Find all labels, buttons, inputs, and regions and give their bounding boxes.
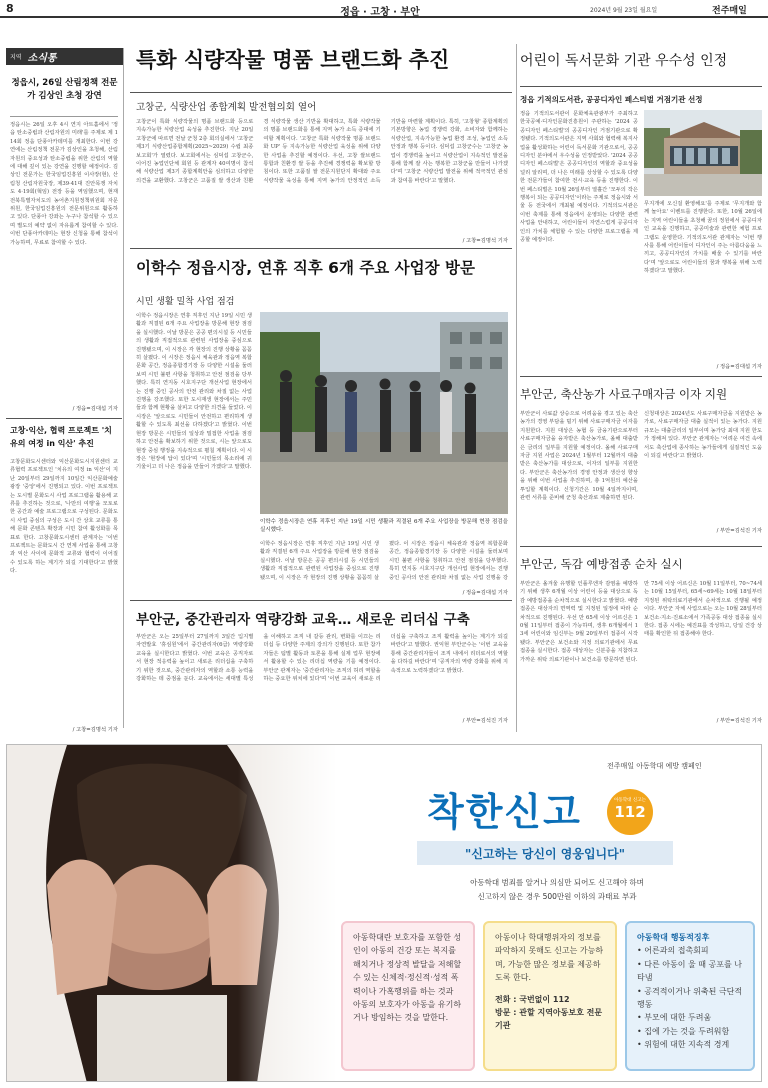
- list-item: • 다른 아동이 울 때 공포를 나타냄: [637, 959, 742, 983]
- child-photo-image: [7, 745, 337, 1082]
- ad-desc-2: 신고하지 않은 경우 500만원 이하의 과태료 부과: [477, 892, 637, 901]
- divider: [520, 376, 762, 377]
- ad-info-box-3: [625, 921, 755, 1071]
- article-3-body-right: 이학수 정읍시장은 연휴 직후인 지난 19일 시민 생활과 직결된 6개 주요 사업장을 방문해 현장 점검을 실시했다. 이날 방문은 공공 편의시설 등 시민들의 생활과 직접적으로 관련된 사업장을 중심으로 진행됐으며, 이 시장은 각 현장의 진행 상황을 꼼꼼히 살폈다. 이 시장은 정읍시 체육관과 정읍역 복합문화 공간, 정읍종합경기장 등 다양한 시설을 둘러보며 시민 불편 사항을 청취하고 안전 점검을 당부했다. 특히 연지동 시호지구단 개선사업 현장에서는 진행 중인 공사의 안전 관리와 차질 없는 사업 진행을 강: [260, 541, 508, 581]
- article-2-body-left: 정읍 기적의도서관이 문화체육관광부가 주최하고 한국공예·디자인문화진흥원이 주관하는 '2024 공공디자인 페스티벌'의 공공디자인 거점기관으로 확정됐다. 기적의도서관은 지역 사회와 협력해 복지사업을 활성화하는 어린이 독서문화 기관으로서, 공공디자인 분야에서 우수성을 인정받았다. '2024 공공디자인 페스티벌'은 공공디자인의 역할과 중요성을 널리 알리며, 더 나은 미래를 상상할 수 있도록 다양한 전문가들이 참여한 전시·교육 등을 진행한다. 이번 페스티벌은 10월 26일부터 열흘간 '모두의 작은 행복이 되는 공공디자인'이라는 주제로 정읍시와 서울 등 전국에서 개최될 예정이다. 기적의도서관은 이번 축제를 통해 정읍에서 운영되는 다양한 관련 사업을 안내하고, 어린이들이 자연스럽게 공공디자인의 가치를 체험할 수 있는 다양한 프로그램을 제공할 예정이다.: [520, 111, 638, 244]
- divider: [130, 248, 512, 249]
- divider: [520, 86, 762, 87]
- ad-title: 착한신고: [427, 790, 582, 834]
- sidebar-body-2: 고창문화도시센터와 익산문화도시지원센터 교류협력 프로젝트인 '치유의 여정 in 익산'이 지난 20일부터 29일까지 10일간 익산문화예술광장 '중앙'에서 진행되고 있다. 이번 프로젝트는 도시별 문화도시 사업 프로그램을 활용해 교류를 추진하는 것으로, '나만의 여행'을 모토로 한 공간과 예술 프로그램으로 구성된다. 문화도시 사업 중심의 구성은 도시 간 상호 교류를 통해 문화 콘텐츠 확장과 시민 참여 활성화를 목표로 한다. 고창문화도시센터 관계자는 '이번 프로젝트는 문화도시 간 연계 사업을 통해 고창과 익산 사이에 문화적 교류와 협력이 이어질 수 있도록 하는 계기가 되길 기대한다'고 밝혔다.: [10, 459, 118, 575]
- list-item: • 집에 가는 것을 두려워함: [637, 1026, 730, 1036]
- article-2-photo: [644, 110, 762, 196]
- divider: [130, 600, 512, 601]
- article-3-photo-caption: 이학수 정읍시장은 연휴 직후인 지난 19일 시민 생활과 직결된 6개 주요 사업장을 방문해 현장 점검을 실시했다.: [260, 519, 508, 534]
- list-item: • 위험에 대한 지속적 경계: [637, 1040, 730, 1050]
- divider: [10, 116, 118, 117]
- badge-number: 112: [614, 803, 646, 821]
- sidebar-byline-1: / 정읍=김대섭 기자: [72, 406, 118, 412]
- article-6-body-right: 만 75세 이상 어르신은 10월 11일부터, 70~74세는 10월 15일부터, 65세~69세는 10월 18일부터 지정된 위탁의료기관에서 순차적으로 진행될 예정이다. 부안군 자체 사업으로는 오는 10월 28일부터 보건소·지소·진료소에서 가족공동 대상 접종을 실시한다. 접종 시에는 예진표를 작성하고, 당일 건강 상태를 확인한 뒤 접종해야 한다.: [644, 581, 762, 638]
- article-6-byline: / 부안=김석진 기자: [716, 718, 762, 724]
- article-6-headline: 부안군, 독감 예방접종 순차 실시: [520, 557, 683, 571]
- street-photo-image: [260, 312, 508, 514]
- page-header: [0, 0, 768, 18]
- article-6-body-left: 부안군은 올겨울 유행할 인플루엔자 감염을 예방하기 위해 생후 6개월 이상 어린이 등을 대상으로 독감 예방접종을 순차적으로 실시한다고 밝혔다. 예방접종은 대상자의 면역력 및 지정된 일정에 따라 순차적으로 진행된다. 우선 만 65세 이상 어르신은 10월 11일부터 접종이 가능하며, 생후 6개월에서 13세 어린이와 임신부는 9월 20일부터 접종이 시작됐다. 부안군은 보건소와 지정 의료기관에서 무료 접종을 실시한다. 접종 대상자는 신분증을 지참하고 가까운 위탁 의료기관이나 보건소를 방문하면 된다.: [520, 581, 638, 663]
- ad-info-box-2: [483, 921, 617, 1071]
- sidebar-headline-2: 고창·익산, 협력 프로젝트 '치유의 여정 in 익산' 추진: [10, 426, 112, 448]
- divider: [520, 546, 762, 547]
- ad-desc-1: 아동학대 범죄를 알거나 의심만 되어도 신고해야 하며: [470, 878, 644, 887]
- ad-slogan-text: "신고하는 당신이 영웅입니다": [465, 846, 625, 861]
- article-5-byline: / 부안=김석진 기자: [462, 718, 508, 724]
- article-4-body-left: 부안군이 사료값 상승으로 어려움을 겪고 있는 축산농가의 경영 부담을 덜기 위해 사료구매자금 이자를 지원한다. 지원 대상은 농협 등 금융기관으로부터 사료구매자금을 융자받은 축산농가로, 올해 대출받은 금리의 일부를 지원할 예정이다. 올해 사료구매자금 지원 사업은 2024년 1월부터 12월까지 대출받은 축산농가를 대상으로, 이자의 일부를 지원한다. 부안군은 축산농가의 경영 안정과 생산성 향상을 위해 이번 사업을 추진하며, 총 1억원의 예산을 투입할 계획이다. 신청기간은 10월 4일까지이며, 관련 서류를 준비해 군청 축산과로 제출하면 된다.: [520, 411, 638, 502]
- article-4-byline: / 부안=김석진 기자: [716, 528, 762, 534]
- article-4-headline: 부안군, 축산농가 사료구매자금 이자 지원: [520, 387, 728, 401]
- sidebar: [6, 48, 124, 733]
- divider: [130, 92, 512, 93]
- article-3-photo: [260, 312, 508, 514]
- sidebar-byline-2: / 고창=김명석 기자: [72, 727, 118, 733]
- article-1-body: 고창군이 특화 식량작물의 명품 브랜드화 등으로 지속가능한 식량산업 육성을 추진한다. 지난 20일 고창군에 따르면 전날 군청 2층 회의실에서 '고창군 제3기 식량산업종합계획(2025~2029) 수립 최종보고회'가 열렸다. 보고회에서는 심덕섭 고창군수, 이어진 농업인단체 회원 등 관계자 40여명이 참석해 식량산업 제3기 종합계획안을 심의하고 다양한 의견을 교환했다. 고창군은 고품질 쌀 생산과 친환경 식량작물 생산 기반을 확대하고, 특화 식량작물의 명품 브랜드화를 통해 지역 농가 소득 증대에 기여할 계획이다. '고창군 특화 식량작물 명품 브랜드화 UP' 등 지속가능한 식량산업 육성을 위해 다양한 사업을 추진할 예정이다. 우선, 고창 쌀브랜드 통합과 친환경 쌀 등을 추진해 경쟁력을 확보할 방침이다. 또한 고품질 쌀 전문지원단지 확대와 주요 식량작물 육성을 통해 지역 농가의 안정적인 소득 기반을 마련할 계획이다. 특히, '고창형' 종합계획의 기본방향은 농업 경쟁력 강화, 소비자와 함께하는 식량산업, 지속가능한 농업 환경 조성, 농업인 소득 안정과 행복 등이다. 심덕섭 고창군수는 '고창군 농업이 경쟁력을 높이고 식량산업이 지속적인 발전을 통해 함께 잘 사는 행복한 고창군을 만들어 나가겠다'며 '고창군 식량산업 발전을 위해 적극적인 관심과 참여를 바란다'고 말했다.: [136, 119, 508, 184]
- ad-box2-visit: 방문 : 관할 지역아동보호 전문기관: [495, 1008, 603, 1031]
- ad-box1-text: 아동학대란 보호자를 포함한 성인이 아동의 건강 또는 복지를 해치거나 정상적 발달을 저해할 수 있는 신체적·정신적·성적 폭력이나 가혹행위를 하는 것과 아동의 보호자가 아동을 유기하거나 방임하는 것을 말한다.: [353, 933, 462, 1023]
- article-2-subhead: 정읍 기적의도서관, 공공디자인 페스티벌 거점기관 선정: [520, 95, 703, 104]
- article-5-body: 부안군은 오는 25일부터 27일까지 3일간 입지별 자연발효 '휴심원'에서 중간관리자(6급) 역량강화 교육을 실시한다고 밝혔다. 이번 교육은 공직자로서 현장 적응력을 높이고 새로운 리더십을 구축하기 위한 것으로, 중간관리자의 역할과 소통 능력을 강화하는 데 중점을 둔다. 교육에서는 세대별 특성을 이해하고 조직 내 갈등 관리, 변화를 이끄는 리더십 등 다양한 주제의 강의가 진행된다. 또한 참가자들은 팀별 활동과 토론을 통해 실제 업무 현장에서 활용할 수 있는 리더십 역량을 기를 예정이다. 부안군 관계자는 '중간관리자는 조직의 허리 역할을 하는 중요한 위치에 있다'며 '이번 교육이 새로운 리더십을 구축하고 조직 활력을 높이는 계기가 되길 바란다'고 말했다. 권익현 부안군수는 '이번 교육을 통해 중간관리자들이 조직 내에서 리더로서의 역할을 다하길 바란다'며 '공직자의 역량 강화를 위해 지속적으로 노력하겠다'고 밝혔다.: [136, 634, 508, 683]
- sidebar-tag: [6, 48, 123, 65]
- article-3-body-left: 이학수 정읍시장은 연휴 직후인 지난 19일 시민 생활과 직결된 6개 주요 사업장을 방문해 현장 점검을 실시했다. 이날 방문은 공공 편의시설 등 시민들의 생활과 직접적으로 관련된 사업장을 중심으로 진행됐으며, 이 시장은 각 현장의 진행 상황을 꼼꼼히 살폈다. 이 시장은 정읍시 체육관과 정읍역 복합문화 공간, 정읍종합경기장 등 다양한 시설을 둘러보며 시민 불편 사항을 청취하고 안전 점검을 당부했다. 특히 연지동 시호지구단 개선사업 현장에서는 진행 중인 공사의 안전 관리와 차질 없는 사업 진행을 강조했다. 또한 도시재생 현장에서는 주민들과 함께 현황을 살피고 다양한 의견을 들었다. 이 시장은 '앞으로도 시민들이 안전하고 편리하게 생활할 수 있도록 최선을 다하겠다'고 밝혔다. 이번 현장 방문은 시민들의 일상과 밀접한 사업을 점검하고 안전을 확보하기 위한 것으로, 시는 앞으로도 현장 중심 행정을 지속적으로 펼칠 계획이다. 이 시장은 '현장에 답이 있다'며 '시민들의 목소리에 귀 기울이고 더 나은 정읍을 만들어 가겠다'고 말했다.: [136, 313, 252, 471]
- article-3-headline: 이학수 정읍시장, 연휴 직후 6개 주요 사업장 방문: [136, 259, 475, 277]
- article-5-headline: 부안군, 중간관리자 역량강화 교육… 새로운 리더십 구축: [136, 612, 470, 628]
- ad-112-badge: [607, 789, 653, 835]
- article-4-body-right: 신청대상은 2024년도 사료구매자금을 지원받은 농가로, 사료구매자금 대출 실적이 있는 농가다. 지원 규모는 대출금리의 일부이며 농가당 최대 지원 한도가 정해져 있다. 부안군 관계자는 '어려운 여건 속에서도 축산업에 종사하는 농가들에게 실질적인 도움이 되길 바란다'고 밝혔다.: [644, 411, 762, 460]
- ad-info-box-1: [341, 921, 475, 1071]
- paper-name: 전주매일: [712, 6, 747, 16]
- campaign-ad: [6, 744, 762, 1082]
- article-1-headline: 특화 식량작물 명품 브랜드화 추진: [136, 48, 450, 72]
- article-2-headline: 어린이 독서문화 기관 우수성 인정: [520, 53, 728, 69]
- column-divider: [516, 44, 517, 732]
- sidebar-tag-label: 지역: [10, 54, 22, 61]
- article-1-byline: / 고창=김명석 기자: [462, 238, 508, 244]
- article-1-subhead: 고창군, 식량산업 종합계획 발전협의회 열어: [136, 102, 317, 113]
- ad-box3-title: 아동학대 행동적징후: [637, 933, 710, 942]
- article-3-byline: / 정읍=김대섭 기자: [462, 590, 508, 596]
- badge-caption: 아동학대 신고는: [614, 798, 646, 803]
- list-item: • 어른과의 접촉회피: [637, 946, 709, 956]
- page-number: 8: [6, 2, 14, 15]
- divider: [6, 418, 122, 419]
- ad-box2-text: 아동이나 학대행위자의 정보를 파악하지 못해도 신고는 가능하며, 가능한 많은 정보를 제공하도록 한다.: [495, 933, 604, 983]
- article-2-body-right: 무지개에 오신걸 환영해요'를 주제로 '무지개와 함께 놀아요' 이벤트를 진행한다. 또한, 10월 26일에는 지역 어린이들을 초청해 꿈의 정원에서 공공디자인 교육을 진행하고, 공공미술과 관련한 체험 프로그램도 운영한다. 기적의도서관 관계자는 '이번 행사를 통해 어린이들이 디자인이 주는 아름다움을 느끼고, 공공디자인의 가치를 배울 수 있기를 바란다'며 '앞으로도 어린이들의 꿈과 행복을 위해 노력하겠다'고 말했다.: [644, 201, 762, 275]
- ad-box3-list: [637, 944, 743, 1051]
- ad-box2-phone: 전화 : 국번없이 112: [495, 994, 570, 1004]
- list-item: • 공격적이거나 위축된 극단적 행동: [637, 986, 743, 1010]
- issue-date: 2024년 9월 23일 월요일: [590, 7, 658, 14]
- section-title: 정읍 · 고창 · 부안: [340, 7, 420, 18]
- article-3-subhead: 시민 생활 밀착 사업 점검: [136, 297, 235, 307]
- ad-slogan: [417, 841, 673, 865]
- sidebar-headline-1: 정읍시, 26일 산림정책 전문가 김상인 초청 강연: [11, 78, 118, 101]
- library-building-image: [644, 110, 762, 196]
- article-2-byline: / 정읍=김대섭 기자: [716, 364, 762, 370]
- ad-campaign-label: 전주매일 아동학대 예방 캠페인: [607, 762, 702, 770]
- sidebar-tag-title: 소식통: [27, 53, 57, 64]
- sidebar-body-1: 정읍시는 26일 오후 4시 연지 아트홀에서 '정읍 탄소중립과 산림자원의 미래'를 주제로 제 114회 정읍 단풍아카데미를 개최한다. 이번 강연에는 산림정책 전문가 김상인을 초청해, 산림자원의 중요성과 탄소중립을 위한 산림의 역할에 대해 깊이 있는 강연을 진행할 예정이다. 김상인 전문가는 한국임업진흥원 이사장(현), 산림청 산림자원국장, 제39·41대 진안목쟁 자치도 4·19회(혁임) 전장 등을 역임했으며, 현재 전북특별자치도의 농어촌지원정책위원회 자문위원, 한국임업진흥원의 전문위원으로 활동하고 있다. 단풍아 강좌는 누구나 참석할 수 있으며 별도의 예약 없이 자유롭게 참여할 수 있다. 이번 단풍아카데미는 현장 신청을 통해 참석이 가능하며, 무료로 참여할 수 있다.: [10, 122, 118, 246]
- list-item: • 부모에 대한 두려움: [637, 1013, 712, 1023]
